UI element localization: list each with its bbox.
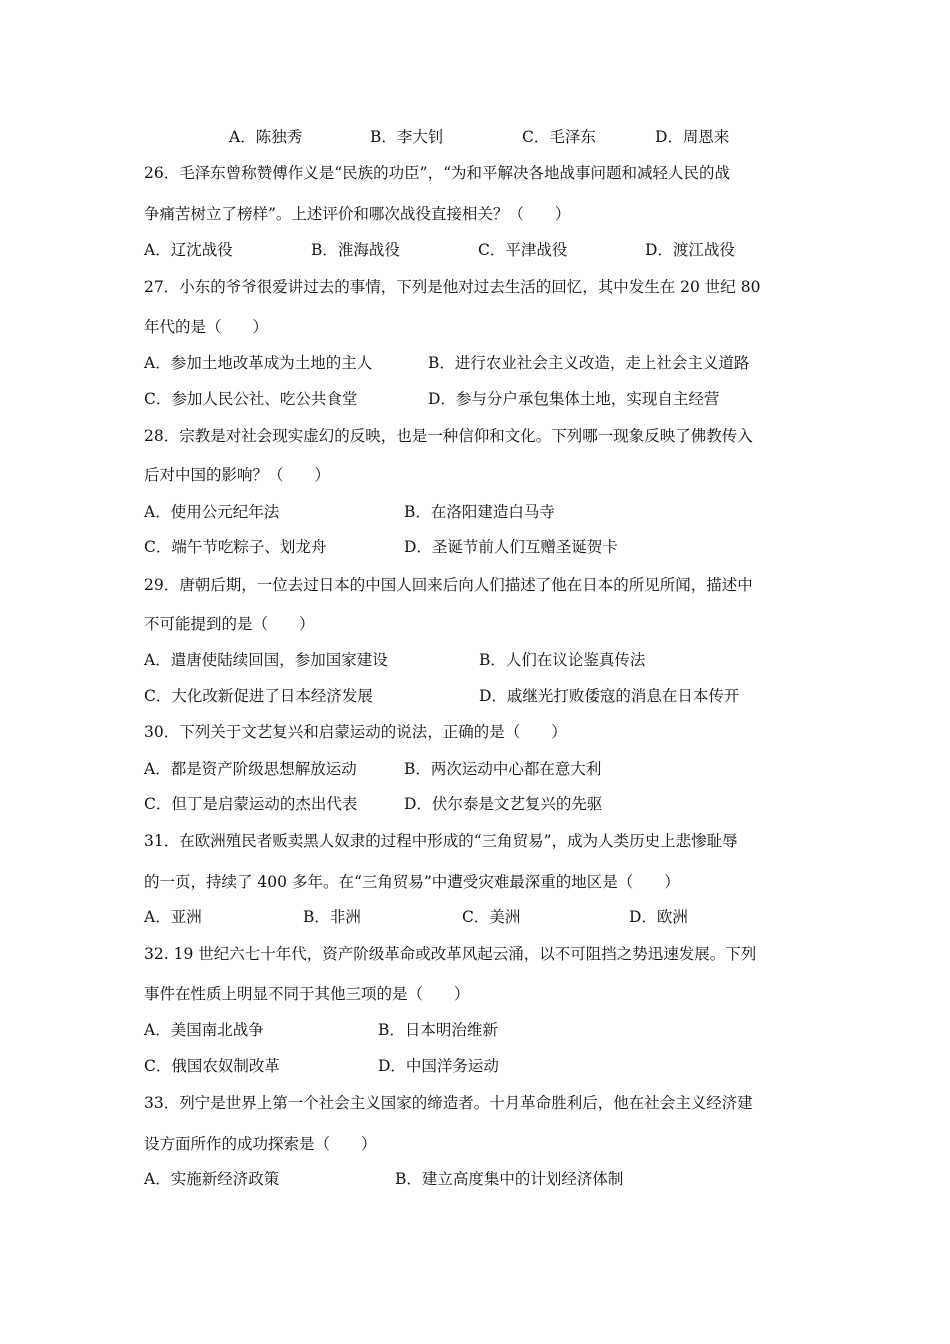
- q33-option-a: A．实施新经济政策: [144, 1170, 280, 1188]
- q33-stem-line1: 33．列宁是世界上第一个社会主义国家的缔造者。十月革命胜利后，他在社会主义经济建: [144, 1094, 753, 1112]
- q28-option-d: D．圣诞节前人们互赠圣诞贺卡: [404, 538, 618, 556]
- q29-option-c: C．大化改新促进了日本经济发展: [144, 687, 373, 705]
- q32-stem-line2: 事件在性质上明显不同于其他三项的是（ ）: [144, 985, 470, 1003]
- q28-stem-line2: 后对中国的影响？（ ）: [144, 466, 331, 484]
- q33-stem-line2: 设方面所作的成功探索是（ ）: [144, 1135, 377, 1153]
- q28-option-a: A．使用公元纪年法: [144, 503, 280, 521]
- q27-stem-line2: 年代的是（ ）: [144, 318, 269, 336]
- q28-option-b: B．在洛阳建造白马寺: [404, 503, 555, 521]
- q25-option-c: C．毛泽东: [522, 128, 596, 146]
- q29-option-d: D．戚继光打败倭寇的消息在日本传开: [479, 687, 740, 705]
- q29-option-a: A．遣唐使陆续回国，参加国家建设: [144, 651, 388, 669]
- q26-option-d: D．渡江战役: [645, 241, 735, 259]
- q27-option-b: B．进行农业社会主义改造，走上社会主义道路: [428, 354, 750, 372]
- q29-stem-line2: 不可能提到的是（ ）: [144, 615, 315, 633]
- q28-option-c: C．端午节吃粽子、划龙舟: [144, 538, 327, 556]
- q26-option-a: A．辽沈战役: [144, 241, 233, 259]
- q32-option-b: B．日本明治维新: [378, 1021, 498, 1039]
- q28-stem-line1: 28．宗教是对社会现实虚幻的反映，也是一种信仰和文化。下列哪一现象反映了佛教传入: [144, 427, 753, 445]
- q26-option-b: B．淮海战役: [311, 241, 400, 259]
- q27-option-a: A．参加土地改革成为土地的主人: [144, 354, 373, 372]
- q27-stem-line1: 27．小东的爷爷很爱讲过去的事情，下列是他对过去生活的回忆，其中发生在 20 世纪 80: [144, 278, 761, 296]
- q32-stem-line1: 32. 19 世纪六七十年代，资产阶级革命或改革风起云涌，以不可阻挡之势迅速发展。下列: [144, 945, 757, 963]
- q29-stem-line1: 29．唐朝后期，一位去过日本的中国人回来后向人们描述了他在日本的所见所闻，描述中: [144, 576, 753, 594]
- q31-option-a: A．亚洲: [144, 908, 202, 926]
- q27-option-d: D．参与分户承包集体土地，实现自主经营: [428, 390, 720, 408]
- q32-option-c: C．俄国农奴制改革: [144, 1057, 280, 1075]
- q25-option-b: B．李大钊: [370, 128, 444, 146]
- q32-option-d: D．中国洋务运动: [378, 1057, 499, 1075]
- q30-option-c: C．但丁是启蒙运动的杰出代表: [144, 795, 358, 813]
- q30-option-b: B．两次运动中心都在意大利: [404, 760, 602, 778]
- q31-stem-line1: 31．在欧洲殖民者贩卖黑人奴隶的过程中形成的“三角贸易”，成为人类历史上悲惨耻辱: [144, 832, 738, 850]
- q26-option-c: C．平津战役: [478, 241, 568, 259]
- q31-option-d: D．欧洲: [629, 908, 688, 926]
- q30-option-a: A．都是资产阶级思想解放运动: [144, 760, 357, 778]
- q32-option-a: A．美国南北战争: [144, 1021, 264, 1039]
- q30-option-d: D．伏尔泰是文艺复兴的先驱: [404, 795, 603, 813]
- q33-option-b: B．建立高度集中的计划经济体制: [395, 1170, 624, 1188]
- q26-stem-line2: 争痛苦树立了榜样”。上述评价和哪次战役直接相关？（ ）: [144, 205, 571, 223]
- q25-option-d: D．周恩来: [655, 128, 730, 146]
- q26-stem-line1: 26．毛泽东曾称赞傅作义是“民族的功臣”，“为和平解决各地战事问题和减轻人民的战: [144, 164, 730, 182]
- q31-option-c: C．美洲: [462, 908, 521, 926]
- q31-stem-line2: 的一页，持续了 400 多年。在“三角贸易”中遭受灾难最深重的地区是（ ）: [144, 873, 680, 891]
- q30-stem-line1: 30．下列关于文艺复兴和启蒙运动的说法，正确的是（ ）: [144, 723, 567, 741]
- q29-option-b: B．人们在议论鉴真传法: [479, 651, 646, 669]
- q27-option-c: C．参加人民公社、吃公共食堂: [144, 390, 358, 408]
- q31-option-b: B．非洲: [303, 908, 361, 926]
- q25-option-a: A．陈独秀: [229, 128, 303, 146]
